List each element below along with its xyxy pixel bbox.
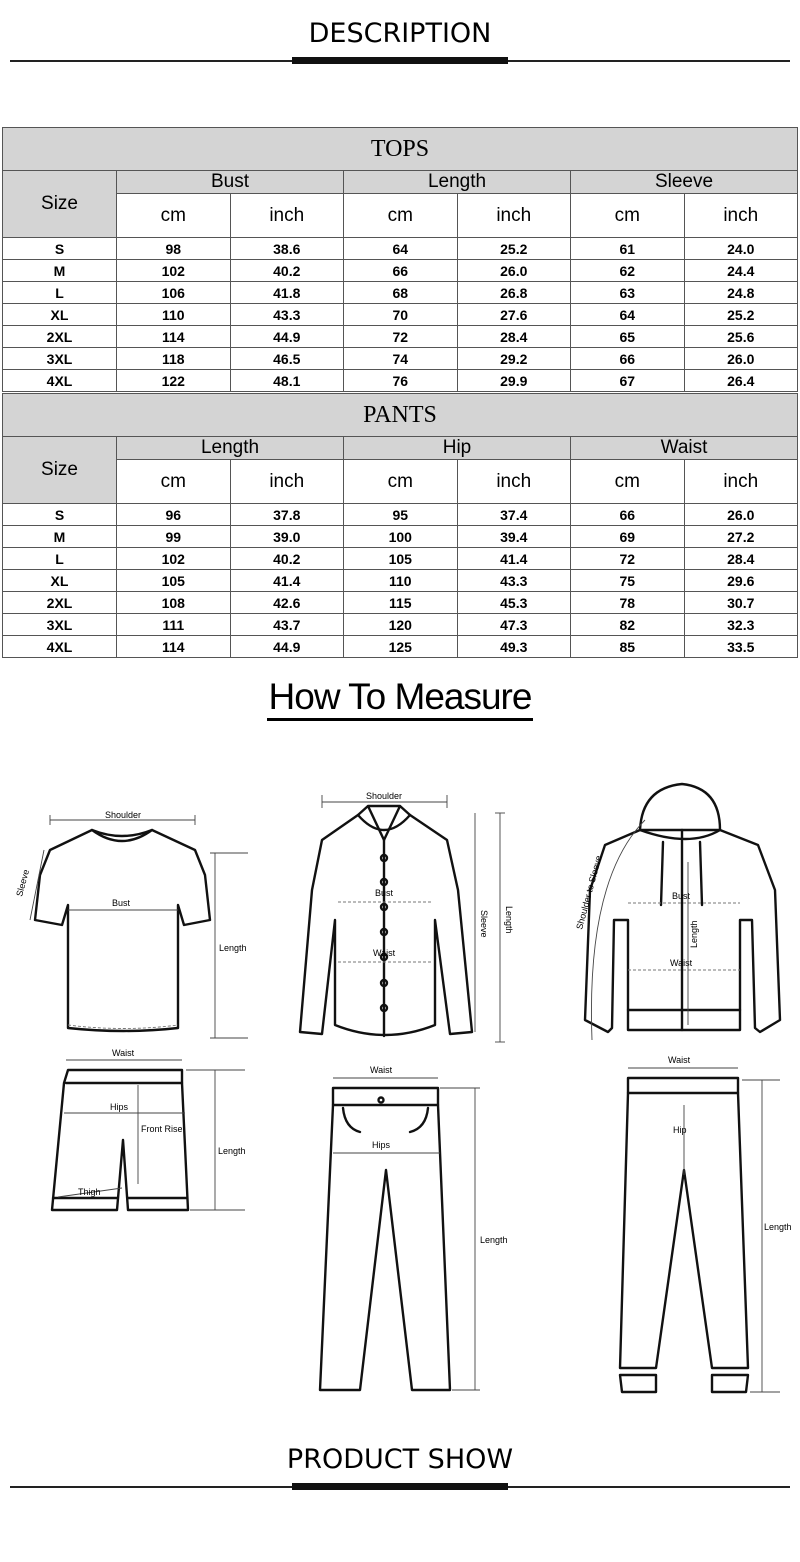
tshirt-outline	[35, 830, 210, 1031]
pants-size-cell: XL	[3, 570, 117, 592]
tops-value-cell: 44.9	[230, 326, 344, 348]
tops-value-cell: 102	[117, 260, 231, 282]
pants-size-row	[3, 526, 798, 548]
pants-unit: cm	[571, 460, 685, 504]
tops-value-cell: 43.3	[230, 304, 344, 326]
hoodie-bust-label: Bust	[672, 891, 691, 901]
shirt-outline	[300, 815, 472, 1035]
tshirt-sleeve-label: Sleeve	[14, 868, 32, 898]
shorts-diagram	[52, 1048, 246, 1210]
pants-size-row	[3, 636, 798, 658]
tops-value-cell: 67	[571, 370, 685, 392]
pants-value-cell: 43.7	[230, 614, 344, 636]
pants-value-cell: 82	[571, 614, 685, 636]
tops-value-cell: 46.5	[230, 348, 344, 370]
tops-unit: cm	[571, 194, 685, 238]
pants-value-cell: 72	[571, 548, 685, 570]
pants-unit: inch	[684, 460, 798, 504]
pants-value-cell: 102	[117, 548, 231, 570]
tops-value-cell: 25.2	[457, 238, 571, 260]
pants-value-cell: 26.0	[684, 504, 798, 526]
tops-size-row	[3, 260, 798, 282]
shirt-diagram	[300, 791, 514, 1042]
pants-size-row	[3, 570, 798, 592]
tops-unit: inch	[230, 194, 344, 238]
tops-size-row	[3, 326, 798, 348]
tops-value-cell: 72	[344, 326, 458, 348]
tops-value-cell: 24.8	[684, 282, 798, 304]
pants-caption: PANTS	[3, 394, 798, 437]
pants-value-cell: 27.2	[684, 526, 798, 548]
tops-value-cell: 64	[344, 238, 458, 260]
pants-value-cell: 110	[344, 570, 458, 592]
pants-value-cell: 42.6	[230, 592, 344, 614]
tops-unit: inch	[457, 194, 571, 238]
tops-value-cell: 41.8	[230, 282, 344, 304]
pants-value-cell: 37.8	[230, 504, 344, 526]
tops-size-cell: 3XL	[3, 348, 117, 370]
tops-value-cell: 40.2	[230, 260, 344, 282]
jeans-hips-label: Hips	[372, 1140, 391, 1150]
pants-value-cell: 100	[344, 526, 458, 548]
tops-value-cell: 110	[117, 304, 231, 326]
jeans-length-label: Length	[480, 1235, 508, 1245]
pants-value-cell: 105	[117, 570, 231, 592]
tops-value-cell: 26.8	[457, 282, 571, 304]
pants-value-cell: 45.3	[457, 592, 571, 614]
how-to-measure-text: How To Measure	[267, 676, 534, 721]
tops-value-cell: 29.2	[457, 348, 571, 370]
tops-value-cell: 27.6	[457, 304, 571, 326]
pants-value-cell: 120	[344, 614, 458, 636]
pants-value-cell: 33.5	[684, 636, 798, 658]
pants-value-cell: 115	[344, 592, 458, 614]
pants-size-cell: 3XL	[3, 614, 117, 636]
tops-size-cell: M	[3, 260, 117, 282]
tops-value-cell: 64	[571, 304, 685, 326]
hoodie-shoulder-to-sleeve-label: Shoulder to Sleeve	[574, 854, 604, 931]
tops-value-cell: 114	[117, 326, 231, 348]
joggers-waist-label: Waist	[668, 1055, 691, 1065]
pants-value-cell: 114	[117, 636, 231, 658]
pants-value-cell: 40.2	[230, 548, 344, 570]
tops-value-cell: 68	[344, 282, 458, 304]
shorts-waist-label: Waist	[112, 1048, 135, 1058]
tops-value-cell: 63	[571, 282, 685, 304]
tops-size-cell: XL	[3, 304, 117, 326]
pants-group-hip: Hip	[344, 437, 571, 460]
tops-value-cell: 26.0	[684, 348, 798, 370]
product-show-header	[0, 1426, 800, 1496]
tops-value-cell: 38.6	[230, 238, 344, 260]
description-header	[0, 0, 800, 70]
tops-size-header: Size	[3, 171, 117, 238]
shirt-shoulder-label: Shoulder	[366, 791, 403, 801]
pants-size-cell: S	[3, 504, 117, 526]
tops-size-row	[3, 304, 798, 326]
pants-value-cell: 28.4	[684, 548, 798, 570]
tops-value-cell: 65	[571, 326, 685, 348]
pants-value-cell: 32.3	[684, 614, 798, 636]
pants-size-header: Size	[3, 437, 117, 504]
joggers-hip-label: Hip	[673, 1125, 687, 1135]
description-title: DESCRIPTION	[308, 18, 492, 49]
tops-value-cell: 106	[117, 282, 231, 304]
jeans-waist-label: Waist	[370, 1065, 393, 1075]
pants-unit: cm	[344, 460, 458, 504]
pants-size-row	[3, 504, 798, 526]
shorts-hips-label: Hips	[110, 1102, 129, 1112]
tops-value-cell: 118	[117, 348, 231, 370]
tshirt-shoulder-label: Shoulder	[105, 810, 142, 820]
tops-size-row	[3, 238, 798, 260]
pants-size-cell: M	[3, 526, 117, 548]
pants-group-length: Length	[117, 437, 344, 460]
joggers-diagram	[620, 1055, 792, 1392]
pants-value-cell: 37.4	[457, 504, 571, 526]
pants-unit: inch	[230, 460, 344, 504]
pants-value-cell: 39.4	[457, 526, 571, 548]
shorts-outline	[52, 1070, 188, 1210]
pants-value-cell: 85	[571, 636, 685, 658]
pants-value-cell: 78	[571, 592, 685, 614]
how-to-measure-title	[0, 676, 800, 718]
tops-unit: cm	[117, 194, 231, 238]
pants-value-cell: 69	[571, 526, 685, 548]
pants-unit: cm	[117, 460, 231, 504]
jeans-diagram	[320, 1065, 508, 1390]
pants-value-cell: 47.3	[457, 614, 571, 636]
tops-value-cell: 66	[571, 348, 685, 370]
pants-size-table	[2, 393, 798, 658]
tops-value-cell: 62	[571, 260, 685, 282]
pants-value-cell: 108	[117, 592, 231, 614]
tops-value-cell: 76	[344, 370, 458, 392]
header-rule-accent	[292, 1483, 508, 1490]
tops-caption: TOPS	[3, 128, 798, 171]
tops-group-sleeve: Sleeve	[571, 171, 798, 194]
shorts-thigh-label: Thigh	[78, 1187, 101, 1197]
pants-value-cell: 75	[571, 570, 685, 592]
tops-value-cell: 70	[344, 304, 458, 326]
tshirt-bust-label: Bust	[112, 898, 131, 908]
hoodie-diagram	[574, 784, 780, 1040]
pants-value-cell: 29.6	[684, 570, 798, 592]
tops-size-cell: 4XL	[3, 370, 117, 392]
pants-value-cell: 96	[117, 504, 231, 526]
pants-size-cell: L	[3, 548, 117, 570]
pants-size-cell: 4XL	[3, 636, 117, 658]
shirt-length-label: Length	[504, 906, 514, 934]
pants-value-cell: 44.9	[230, 636, 344, 658]
pants-value-cell: 105	[344, 548, 458, 570]
pants-size-row	[3, 614, 798, 636]
tops-value-cell: 24.4	[684, 260, 798, 282]
shorts-front-rise-label: Front Rise	[141, 1124, 183, 1134]
pants-value-cell: 99	[117, 526, 231, 548]
jeans-outline	[320, 1088, 450, 1390]
tops-value-cell: 26.0	[457, 260, 571, 282]
tops-value-cell: 29.9	[457, 370, 571, 392]
pants-size-cell: 2XL	[3, 592, 117, 614]
tops-size-row	[3, 370, 798, 392]
tops-value-cell: 122	[117, 370, 231, 392]
shirt-bust-label: Bust	[375, 888, 394, 898]
tops-group-length: Length	[344, 171, 571, 194]
tops-value-cell: 66	[344, 260, 458, 282]
pants-unit: inch	[457, 460, 571, 504]
measurement-diagrams	[0, 770, 800, 1420]
pants-value-cell: 39.0	[230, 526, 344, 548]
tops-group-bust: Bust	[117, 171, 344, 194]
tops-value-cell: 28.4	[457, 326, 571, 348]
pants-value-cell: 41.4	[457, 548, 571, 570]
product-show-title: PRODUCT SHOW	[286, 1444, 514, 1475]
tops-value-cell: 48.1	[230, 370, 344, 392]
tops-value-cell: 74	[344, 348, 458, 370]
tops-size-cell: S	[3, 238, 117, 260]
tops-value-cell: 61	[571, 238, 685, 260]
tshirt-diagram	[14, 810, 248, 1038]
pants-size-row	[3, 548, 798, 570]
tops-size-cell: L	[3, 282, 117, 304]
tops-value-cell: 24.0	[684, 238, 798, 260]
shirt-waist-label: Waist	[373, 948, 396, 958]
pants-size-row	[3, 592, 798, 614]
tops-value-cell: 25.2	[684, 304, 798, 326]
tops-value-cell: 26.4	[684, 370, 798, 392]
tops-size-cell: 2XL	[3, 326, 117, 348]
shirt-sleeve-label: Sleeve	[479, 910, 489, 938]
tops-unit: cm	[344, 194, 458, 238]
tshirt-length-label: Length	[219, 943, 247, 953]
pants-value-cell: 95	[344, 504, 458, 526]
tops-unit: inch	[684, 194, 798, 238]
pants-value-cell: 111	[117, 614, 231, 636]
joggers-length-label: Length	[764, 1222, 792, 1232]
pants-group-waist: Waist	[571, 437, 798, 460]
tops-value-cell: 98	[117, 238, 231, 260]
pants-value-cell: 41.4	[230, 570, 344, 592]
tops-value-cell: 25.6	[684, 326, 798, 348]
shorts-length-label: Length	[218, 1146, 246, 1156]
tops-size-row	[3, 282, 798, 304]
pants-value-cell: 125	[344, 636, 458, 658]
pants-value-cell: 66	[571, 504, 685, 526]
pants-value-cell: 49.3	[457, 636, 571, 658]
pants-value-cell: 30.7	[684, 592, 798, 614]
tops-size-table	[2, 127, 798, 392]
pants-value-cell: 43.3	[457, 570, 571, 592]
hoodie-length-label: Length	[689, 920, 699, 948]
tops-size-row	[3, 348, 798, 370]
hoodie-waist-label: Waist	[670, 958, 693, 968]
header-rule-accent	[292, 57, 508, 64]
